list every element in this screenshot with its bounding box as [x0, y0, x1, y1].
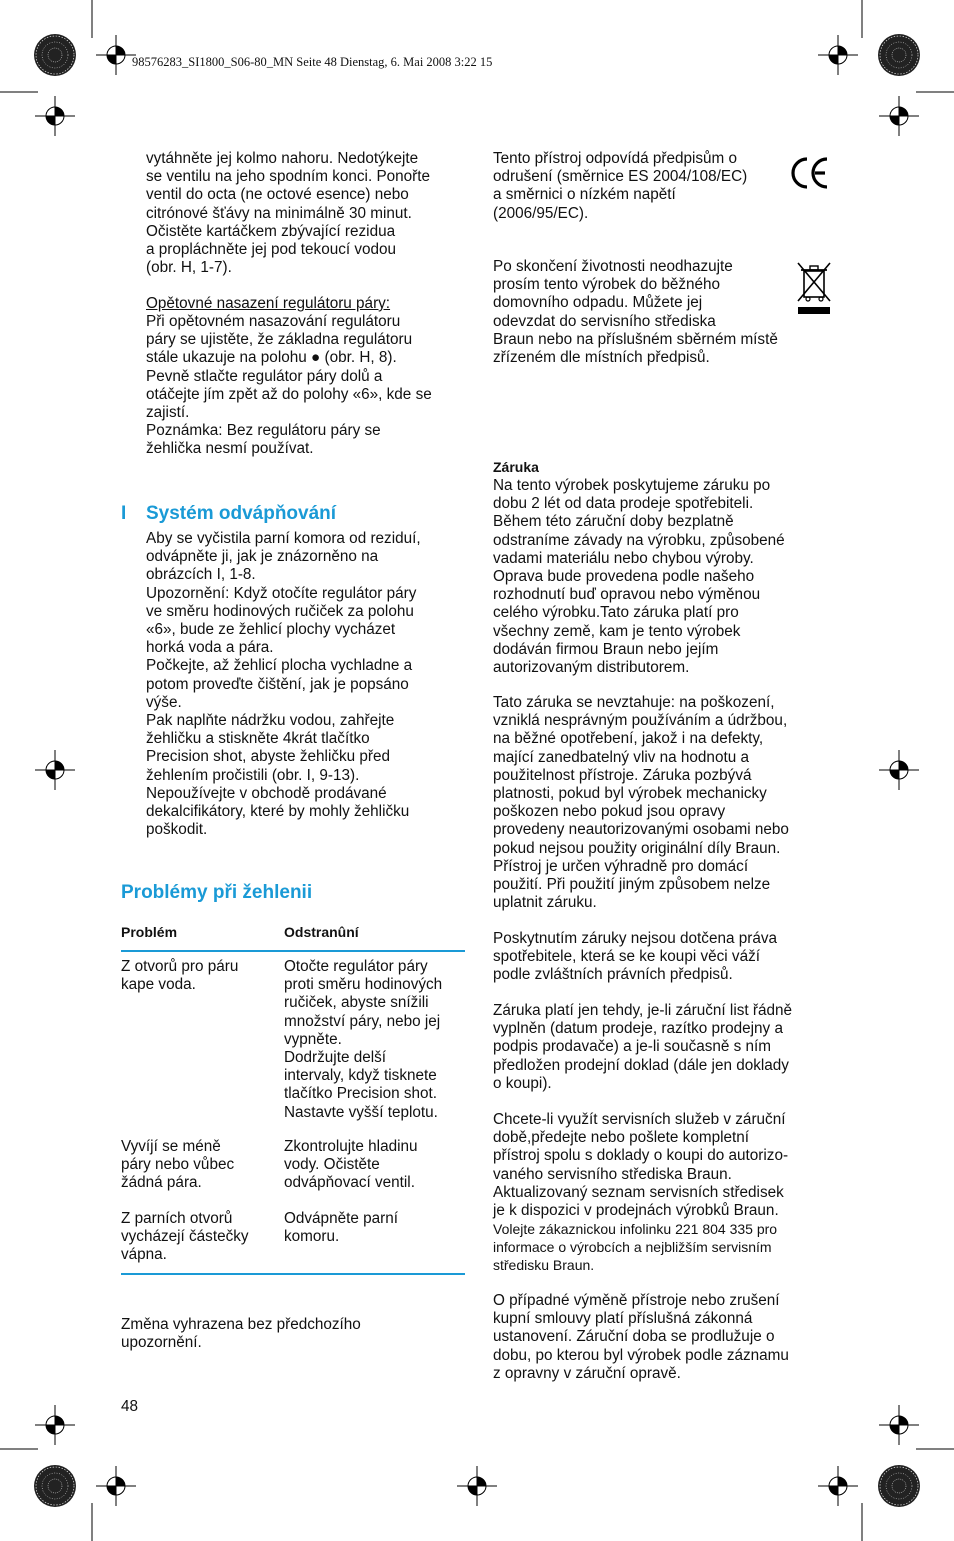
table-header-problem: Problém [121, 924, 178, 940]
disposal-text: Po skončení životnosti neodhazujte prosím tento výrobek do běžného domovního odpadu. Můžete jej odevzdat do servisního střediska Braun nebo na příslušném sběrném místě zřízeném dle místních předpisů. [493, 258, 778, 367]
ce-conformity-text: Tento přístroj odpovídá předpisům o odrušení (směrnice ES 2004/108/EC) a směrnici o nízkém napětí (2006/95/EC). [493, 150, 748, 222]
table-row-2-solution: Zkontrolujte hladinu vody. Očistěte odvápňovací ventil. [284, 1138, 418, 1192]
warranty-hotline: Volejte zákaznickou infolinku 221 804 335 pro informace o výrobcích a nejbližším servisním středisku Braun. [493, 1221, 778, 1274]
warranty-paragraph-2: Tato záruka se nevztahuje: na poškození, vzniklá nesprávným používáním a údržbou, na běžné opotřebení, jakož i na defekty, mající zanedbatelný vliv na hodnotu a použitelnost přístroje. Záruka pozbývá platnosti, pokud byl výrobek mechanicky poškozen nebo pokud jsou opravy provedeny neautorizovanými osobami nebo pokud nejsou použity originální díly Braun. Přístroj je určen výhradně pro domácí použití. Při použití jiným způsobem nelze uplatnit záruku. [493, 694, 789, 912]
table-row-1-solution: Otočte regulátor páry proti směru hodinových ručiček, abyste snížili množství páry, nebo jej vypněte. Dodržujte delší intervaly, když tisknete tlačítko Precision shot. Nastavte vyšší teplotu. [284, 958, 443, 1121]
table-row-3-solution: Odvápněte parní komoru. [284, 1210, 398, 1246]
table-bottom-rule [121, 1273, 465, 1275]
print-header: 98576283_SI1800_S06-80_MN Seite 48 Dienstag, 6. Mai 2008 3:22 15 [132, 55, 493, 69]
warranty-paragraph-3: Poskytnutím záruky nejsou dotčena práva spotřebitele, která se ke koupi věci váží podle zvláštních právních předpisů. [493, 930, 777, 984]
table-row-1-problem: Z otvorů pro páru kape voda. [121, 958, 239, 994]
valve-cleaning-text: vytáhněte jej kolmo nahoru. Nedotýkejte se ventilu na jeho spodním konci. Ponořte ventil do octa (ne octové esence) nebo citrónové šťávy na minimálně 30 minut. Očistěte kartáčkem zbývající rezidua a propláchněte jej pod tekoucí vodou (obr. H, 1-7). [146, 150, 431, 277]
section-title-descaling: Systém odvápňování [146, 503, 337, 524]
warranty-heading: Záruka [493, 459, 539, 475]
ce-mark-icon [790, 155, 830, 191]
reinsert-regulator-heading: Opětovné nasazení regulátoru páry: [146, 295, 391, 312]
table-row-3-problem: Z parních otvorů vycházejí částečky vápna. [121, 1210, 249, 1264]
warranty-paragraph-4: Záruka platí jen tehdy, je-li záruční list řádně vyplněn (datum prodeje, razítko prodejny a podpis prodavače) a je-li současně s ním předložen prodejní doklad (dále jen doklady o koupi). [493, 1002, 792, 1092]
crossed-bin-icon [795, 259, 833, 315]
table-header-solution: Odstranûní [284, 924, 359, 940]
warranty-paragraph-5: Chcete-li využít servisních služeb v záruční době,předejte nebo pošlete kompletní přístroj spolu s doklady o koupi do autorizo- vaného servisního střediska Braun. Aktualizovaný seznam servisních středisek je k dispozici v prodejnách výrobků Braun. [493, 1111, 789, 1220]
warranty-paragraph-1: Na tento výrobek poskytujeme záruku po dobu 2 lét od data prodeje spotřebiteli. Během této záruční doby bezplatně odstraníme závady na výrobku, způsobené vadami materiálu nebo chybou výroby. Oprava bude provedena podle našeho rozhodnutí buď opravou nebo výměnou celého výrobku.Tato záruka platí pro všechny země, kam je tento výrobek dodáván firmou Braun nebo jejím autorizovaným distributorem. [493, 477, 785, 677]
table-row-2-problem: Vyvíjí se méně páry nebo vůbec žádná pára. [121, 1138, 235, 1192]
section-title-problems: Problémy při žehlenii [121, 882, 313, 903]
reinsert-regulator-text: Při opětovném nasazování regulátoru páry se ujistěte, že základna regulátoru stále ukazuje na polohu ● (obr. H, 8). Pevně stlačte regulátor páry dolů a otáčejte jím zpět až do polohy «6», kde se zajistí. Poznámka: Bez regulátoru páry se žehlička nesmí používat. [146, 313, 432, 458]
page-number: 48 [121, 1398, 139, 1415]
warranty-paragraph-6: O případné výměně přístroje nebo zrušení kupní smlouvy platí příslušná zákonná ustanovení. Záruční doba se prodlužuje o dobu, po kterou byl výrobek podle záznamu z opravny v záruční opravě. [493, 1292, 789, 1382]
table-header-rule [121, 950, 465, 952]
section-letter: I [121, 503, 127, 524]
change-notice: Změna vyhrazena bez předchozího upozornění. [121, 1316, 361, 1352]
descaling-text: Aby se vyčistila parní komora od reziduí, odvápněte ji, jak je znázorněno na obrázcích I, 1-8. Upozornění: Když otočíte regulátor páry ve směru hodinových ručiček za polohu «6», bude ze žehlicí plochy vycházet horká voda a pára. Počkejte, až žehlicí plocha vychladne a potom proveďte čištění, jak je popsáno výše. Pak naplňte nádržku vodou, zahřejte žehličku a stiskněte 4krát tlačítko Precision shot, abyste žehličku před žehlením pročistili (obr. I, 9-13). Nepoužívejte v obchodě prodávané dekalcifikátory, které by mohly žehličku poškodit. [146, 530, 421, 839]
